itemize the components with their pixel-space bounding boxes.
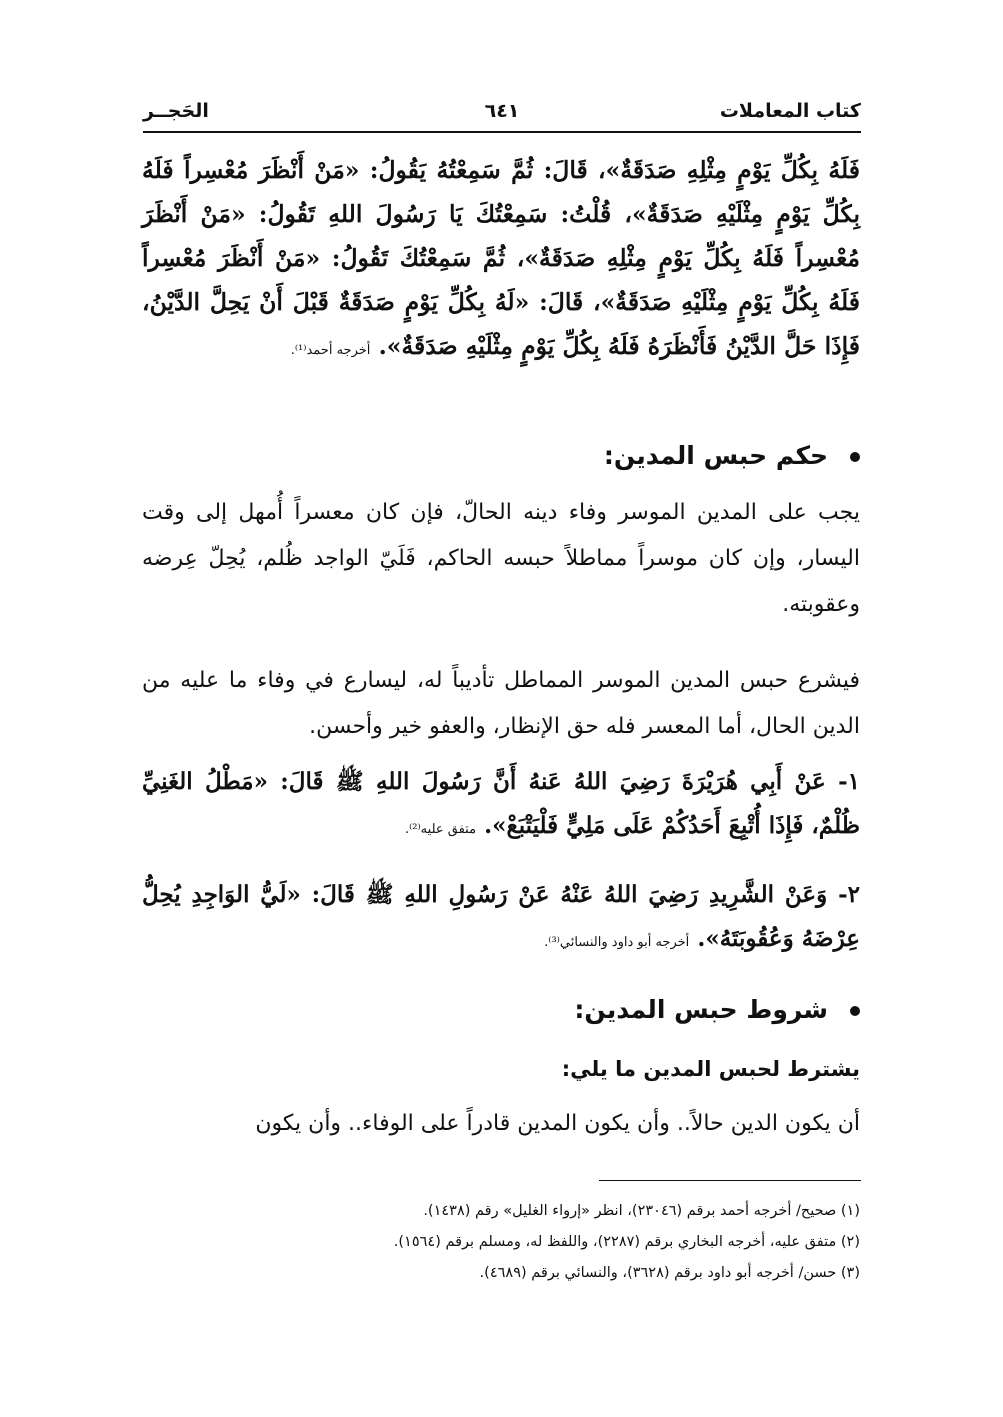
opening-hadith-text: فَلَهُ بِكُلِّ يَوْمٍ مِثْلِهِ صَدَقَةٌ»، قَالَ: ثُمَّ سَمِعْتُهُ يَقُولُ: «مَنْ أَنْظَرَ مُعْسِراً فَلَهُ بِكُلِّ يَوْمٍ مِثْلَيْهِ صَدَقَةٌ»، قُلْتُ: سَمِعْتُكَ يَا رَسُولَ اللهِ تَقُولُ: «مَنْ أَنْظَرَ مُعْسِراً فَلَهُ بِكُلِّ يَوْمٍ مِثْلِهِ صَدَقَةٌ»، ثُمَّ سَمِعْتُكَ تَقُولُ: «مَنْ أَنْظَرَ مُعْسِراً فَلَهُ بِكُلِّ يَوْمٍ مِثْلَيْهِ صَدَقَةٌ»، قَالَ: «لَهُ بِكُلِّ يَوْمٍ صَدَقَةٌ قَبْلَ أَنْ يَحِلَّ الدَّيْنُ، فَإِذَا حَلَّ الدَّيْنُ فَأَنْظَرَهُ فَلَهُ بِكُلِّ يَوْمٍ مِثْلَيْهِ صَدَقَةٌ». xyxy=(142,156,860,360)
conditions-paragraph: أن يكون الدين حالاً.. وأن يكون المدين قادراً على الوفاء.. وأن يكون xyxy=(255,1111,860,1136)
justification-paragraph: فيشرع حبس المدين الموسر المماطل تأديباً له، ليسارع في وفاء ما عليه من الدين الحال، أما المعسر فله حق الإنظار، والعفو خير وأحسن. xyxy=(142,668,860,739)
running-header xyxy=(143,100,861,130)
footnote-rule xyxy=(599,1180,861,1181)
hadith-text: وَعَنْ الشَّرِيدِ رَضِيَ اللهُ عَنْهُ عَنْ رَسُولِ اللهِ ﷺ قَالَ: «لَيُّ الوَاجِدِ يُحِلُّ عِرْضَهُ وَعُقُوبَتَهُ». xyxy=(142,881,860,952)
header-rule xyxy=(143,131,861,133)
ruling-paragraph: يجب على المدين الموسر وفاء دينه الحالّ، فإن كان معسراً أُمهل إلى وقت اليسار، وإن كان موسراً مماطلاً حبسه الحاكم، فَلَيّ الواجد ظُلم، يُحِلّ عِرضه وعقوبته. xyxy=(142,500,860,617)
footnote-2: (٢) متفق عليه، أخرجه البخاري برقم (٢٢٨٧)، واللفظ له، ومسلم برقم (١٥٦٤). xyxy=(393,1234,860,1250)
page-number: ٦٤١ xyxy=(484,100,520,122)
bullet-icon xyxy=(850,1006,860,1016)
bullet-icon xyxy=(850,452,860,462)
hadith-reference: متفق عليه⁽²⁾. xyxy=(404,822,477,837)
section-heading-debtor-detention-conditions xyxy=(142,990,860,1030)
section-heading-text: حكم حبس المدين: xyxy=(603,441,828,470)
conditions-subheading: يشترط لحبس المدين ما يلي: xyxy=(561,1057,860,1081)
hadith-number: ١- xyxy=(838,768,860,795)
book-title: كتاب المعاملات xyxy=(719,100,861,122)
hadith-text: عَنْ أَبِي هُرَيْرَةَ رَضِيَ اللهُ عَنهُ أَنَّ رَسُولَ اللهِ ﷺ قَالَ: «مَطْلُ الغَنِيِّ ظُلْمٌ، فَإِذَا أُتْبِعَ أَحَدُكُمْ عَلَى مَلِيٍّ فَلْيَتْبَعْ». xyxy=(142,768,860,839)
hadith-item-2 xyxy=(142,873,860,965)
footnote-1: (١) صحيح/ أخرجه أحمد برقم (٢٣٠٤٦)، انظر «إرواء الغليل» رقم (١٤٣٨). xyxy=(423,1203,860,1219)
chapter-title: الحَجــر xyxy=(143,100,209,122)
opening-hadith xyxy=(142,148,860,373)
section-heading-text: شروط حبس المدين: xyxy=(574,995,828,1024)
footnotes xyxy=(142,1196,860,1289)
hadith-item-1 xyxy=(142,760,860,852)
section-heading-debtor-detention-ruling xyxy=(142,436,860,476)
hadith-number: ٢- xyxy=(838,881,860,908)
opening-hadith-reference: أخرجه أحمد⁽¹⁾. xyxy=(290,343,371,358)
hadith-reference: أخرجه أبو داود والنسائي⁽³⁾. xyxy=(544,935,690,950)
footnote-3: (٣) حسن/ أخرجه أبو داود برقم (٣٦٢٨)، والنسائي برقم (٤٦٨٩). xyxy=(479,1265,860,1281)
